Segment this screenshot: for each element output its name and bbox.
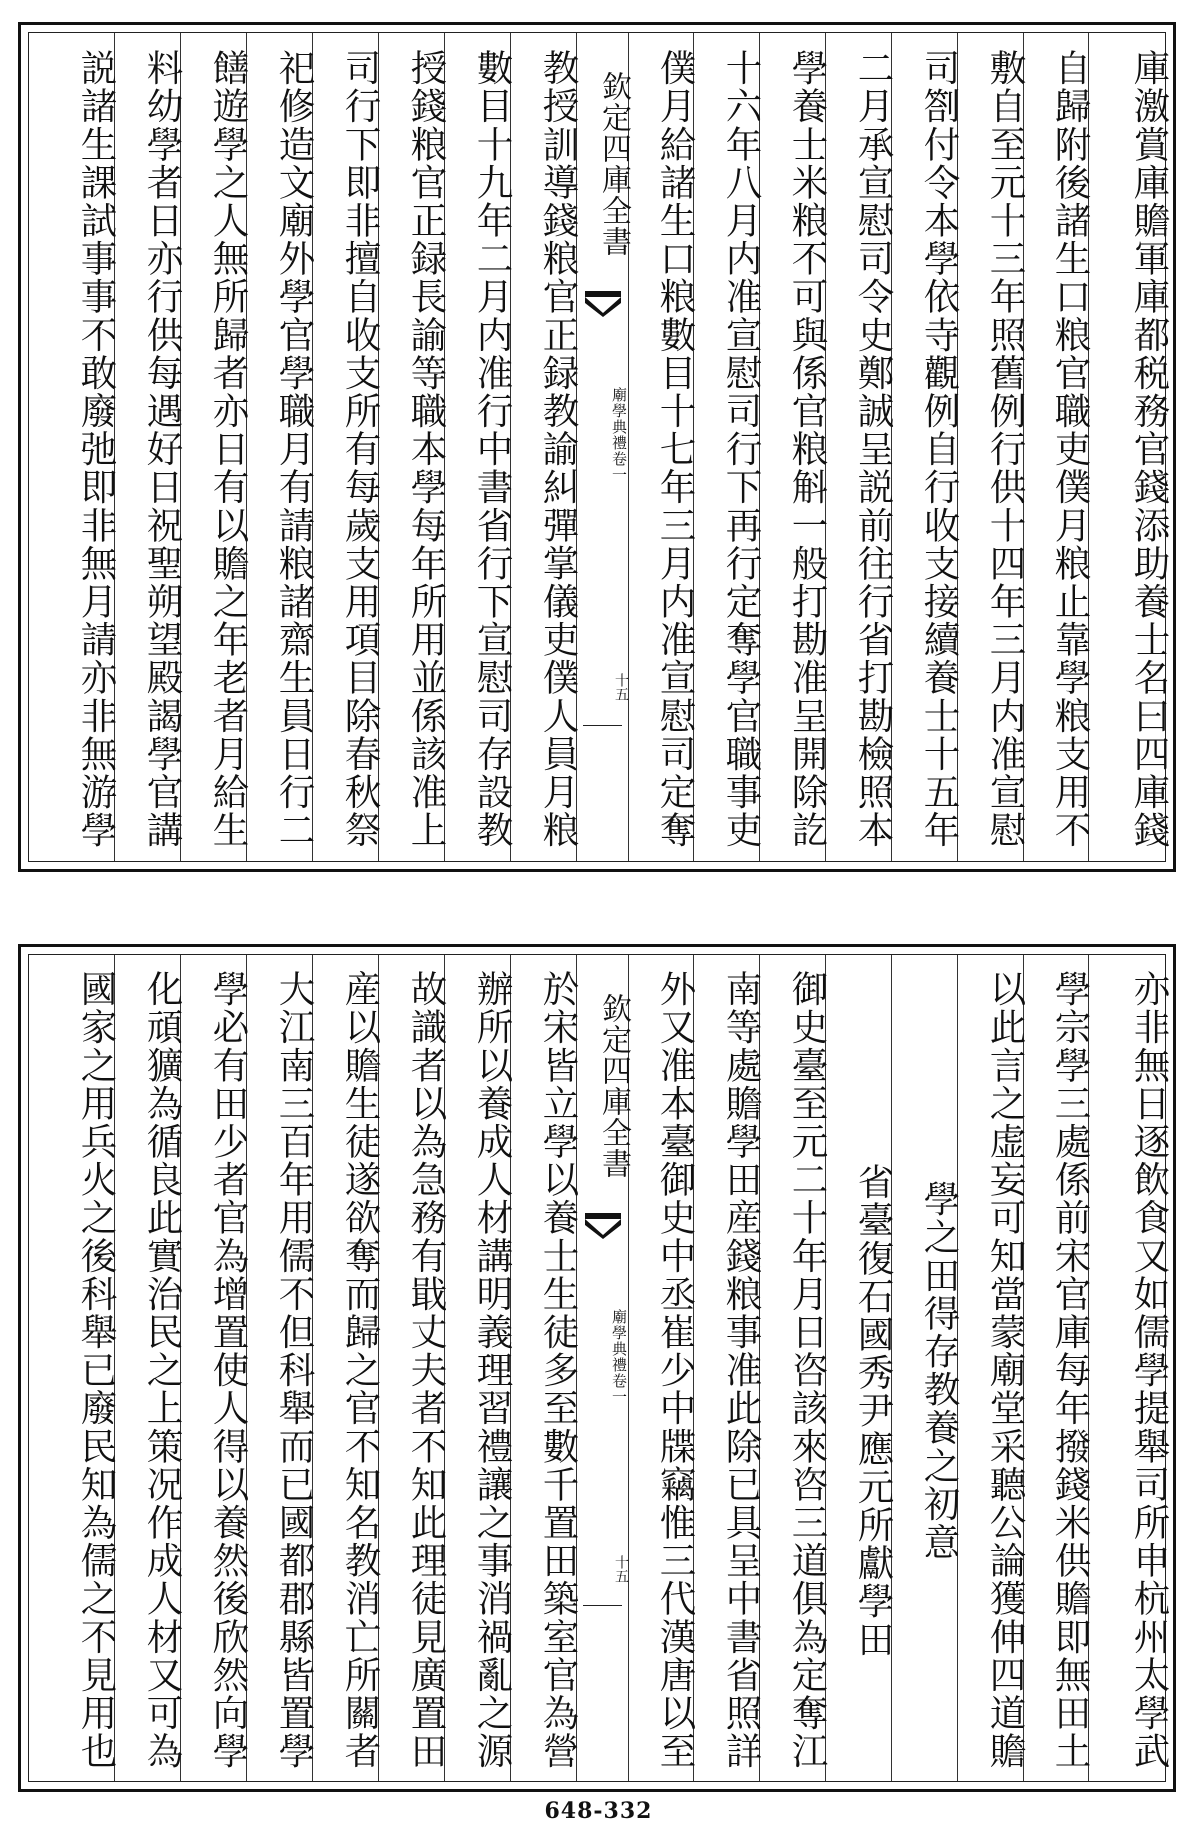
text-column: [694, 33, 763, 861]
text-column: [49, 33, 118, 861]
text-column: [629, 33, 697, 861]
bottom-page-frame: [18, 944, 1176, 1792]
text-column: [247, 33, 316, 861]
center-gutter: [577, 955, 629, 1781]
text-column: [760, 955, 829, 1781]
column-text: 以此言之虚妄可知當蒙廟堂采聽公論獲伸四道贍: [984, 969, 1027, 1771]
column-text: 祀修造文廟外學官學職月有請粮諸齋生員日行二: [273, 48, 316, 850]
column-text: 學之田得存教養之初意: [918, 1179, 961, 1561]
column-text: 敷自至元十三年照舊例行供十四年三月内准宣慰: [984, 48, 1027, 850]
column-text: 僕月給諸生口粮數目十七年三月内准宣慰司定奪: [654, 48, 697, 850]
column-text: 故識者以為急務有戢丈夫者不知此理徒見廣置田: [405, 969, 448, 1771]
text-column: [892, 955, 961, 1781]
leaf-number: 十五: [613, 673, 629, 701]
page-number: 648-332: [544, 1798, 653, 1824]
text-column: [115, 955, 184, 1781]
text-column: [1089, 33, 1171, 861]
text-column: [511, 955, 580, 1781]
column-text: 化頑獷為循良此實治民之上策况作成人材又可為: [141, 969, 184, 1771]
chapter-title: 廟學典禮: [610, 387, 628, 451]
column-text: 學宗學三處係前宋官庫每年撥錢米供贍即無田土: [1049, 969, 1092, 1771]
column-text: 司行下即非擅自收支所有每歲支用項目除春秋祭: [339, 48, 382, 850]
column-text: 二月承宣慰司令史鄭誠呈説前往行省打勘檢照本: [852, 48, 895, 850]
column-text: 料幼學者日亦行供每遇好日祝聖朔望殿謁學官講: [141, 48, 184, 850]
fish-tail-icon: [585, 1213, 621, 1239]
book-title: 欽定四庫全書: [596, 993, 631, 1179]
column-text: 自歸附後諸生口粮官職吏僕月粮止靠學粮支用不: [1049, 48, 1092, 850]
text-column: [1024, 955, 1092, 1781]
column-text: 司劄付令本學依寺觀例自行收支接續養士十五年: [918, 48, 961, 850]
volume-label: 卷一: [610, 1373, 628, 1405]
center-gutter: [577, 33, 629, 861]
text-column: [958, 33, 1027, 861]
column-text: 教授訓導錢粮官正録教諭糾彈掌儀吏僕人員月粮: [537, 48, 580, 850]
column-text: 庫激賞庫贍軍庫都税務官錢添助養士名曰四庫錢: [1128, 48, 1171, 850]
text-column: [181, 33, 250, 861]
text-column: [445, 955, 514, 1781]
text-column: [379, 955, 448, 1781]
column-text: 學養士米粮不可與係官粮斛一般打勘准呈開除訖: [786, 48, 829, 850]
text-column: [49, 955, 118, 1781]
chapter-label: [577, 335, 628, 535]
text-column: [115, 33, 184, 861]
text-column: [958, 955, 1027, 1781]
text-column: [181, 955, 250, 1781]
column-text: 數目十九年二月内准行中書省行下宣慰司存設教: [471, 48, 514, 850]
text-column: [629, 955, 697, 1781]
leaf-number: 十五: [613, 1555, 629, 1583]
top-text-columns: [29, 33, 1171, 861]
column-text: 説諸生課試事事不敢廢弛即非無月請亦非無游學: [75, 48, 118, 850]
book-title: 欽定四庫全書: [596, 71, 631, 257]
text-column: [760, 33, 829, 861]
column-text: 十六年八月内准宣慰司行下再行定奪學官職事吏: [720, 48, 763, 850]
column-text: 辦所以養成人材講明義理習禮讓之事消禍亂之源: [471, 969, 514, 1771]
text-column: [247, 955, 316, 1781]
column-text: 南等處贍學田産錢粮事准此除已具呈中書省照詳: [720, 969, 763, 1771]
text-column: [1089, 955, 1171, 1781]
bottom-text-columns: [29, 955, 1171, 1781]
text-column: [445, 33, 514, 861]
column-text: 亦非無日逐飲食又如儒學提舉司所申杭州太學武: [1128, 969, 1171, 1771]
column-text: 學必有田少者官為增置使人得以養然後欣然向學: [207, 969, 250, 1771]
text-column: [313, 955, 382, 1781]
text-column: [826, 955, 895, 1781]
text-column: [379, 33, 448, 861]
text-column: [892, 33, 961, 861]
column-text: 産以贍生徒遂欲奪而歸之官不知名教消亡所關者: [339, 969, 382, 1771]
column-text: 於宋皆立學以養士生徒多至數千置田築室官為營: [537, 969, 580, 1771]
leaf-divider: [583, 1605, 622, 1606]
text-column: [511, 33, 580, 861]
text-column: [826, 33, 895, 861]
column-text: 御史臺至元二十年月日咨該來咨三道俱為定奪江: [786, 969, 829, 1771]
text-column: [1024, 33, 1092, 861]
column-text: 外又准本臺御史中丞崔少中牒竊惟三代漢唐以至: [654, 969, 697, 1771]
volume-label: 卷一: [610, 451, 628, 483]
chapter-title: 廟學典禮: [610, 1309, 628, 1373]
column-text: 國家之用兵火之後科舉已廢民知為儒之不見用也: [75, 969, 118, 1771]
column-text: 饍遊學之人無所歸者亦日有以贍之年老者月給生: [207, 48, 250, 850]
top-page-frame: [18, 22, 1176, 872]
bottom-page-inner-frame: [28, 954, 1171, 1782]
section-heading: 省臺復石國秀尹應元所獻學田: [852, 1163, 895, 1659]
column-text: 授錢粮官正録長諭等職本學每年所用並係該准上: [405, 48, 448, 850]
top-page-inner-frame: [28, 32, 1171, 862]
column-text: 大江南三百年用儒不但科舉而已國都郡縣皆置學: [273, 969, 316, 1771]
fish-tail-icon: [585, 291, 621, 317]
text-column: [694, 955, 763, 1781]
text-column: [313, 33, 382, 861]
leaf-divider: [583, 725, 622, 726]
chapter-label: [577, 1257, 628, 1457]
